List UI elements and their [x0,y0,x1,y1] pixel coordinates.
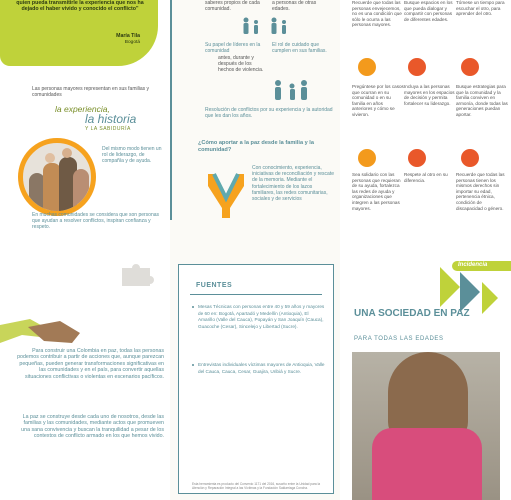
diversity-icon [461,149,479,167]
colombia-peace-text: Para construir una Colombia en paz, todas las personas podemos contribuir a partir de acciones que, aunque parezcan pequeñas, pueden generar transformaciones significativas en las comunidades y en el país, para convertir aquellas situaciones conflictivas o violentas en escenarios pacíficos. [17,348,164,380]
middle-panel [170,0,340,258]
sources-box [178,264,334,494]
people-icon [240,16,300,36]
clock-icon [358,58,376,76]
section-subtitle: PARA TODAS LAS EDADES [354,336,444,342]
section-title: UNA SOCIEDAD EN PAZ [354,308,470,319]
tip-text: Respete al otro en su diferencia. [404,172,448,183]
leader-role-text: Su papel de líderes en la comunidad [205,42,261,55]
tip-text: Pregúntese por los casos que ocurran en su comunidad o en su familia en años anteriores y cómo se vivieron. [352,84,404,117]
history-heading-b: la historia [85,112,137,126]
tip-text: Sea solidario con las personas que requieran de su ayuda, fortalezca las redes de ayuda y organizaciones que integren a las personas mayores. [352,172,401,211]
tip-text: Tómese un tiempo para escuchar el otro, para aprender del otro. [456,0,505,17]
tip-text: Incluya a las personas mayores en los espacios de decisión y permita fortalecer su liderazgo. [404,84,455,106]
quote-text: quien pueda transmitirle la experiencia que nos ha dejado el haber vivido y conocido el conflicto" [16,0,144,13]
intro-text: Las personas mayores representan en sus familias y comunidades [32,86,150,98]
roles-text: En muchas comunidades se considera que son personas que ayudan a resolver conflictos, inspiran confianza y respeto. [32,212,160,230]
middle-top-text-a: saberes propios de cada comunidad. [205,0,260,12]
sources-divider [190,294,322,295]
respect-icon [408,149,426,167]
woman-photo [352,352,500,500]
bullet-icon [192,306,194,308]
leader-role-detail: antes, durante y después de los hechos de violencia. [218,55,264,74]
quote-author: María Tila [116,33,140,39]
quote-place: Bogotá [124,40,140,45]
heart-icon [461,58,479,76]
how-to-contribute-text: Con conocimiento, experiencia, iniciativas de reconciliación y rescate de la memoria. Mediante el fortalecimiento de los lazos familiares, las redes comunitarias, sociales y de servicios [252,165,334,203]
tip-text: Busque estrategias para que la comunidad y la familia conviven en armonía, donde todas las generaciones puedan aportar. [456,84,508,117]
role-text: Del mismo modo tienen un rol de liderazgo, de compañía y de ayuda. [102,146,162,165]
sources-item: Mesas Técnicas con personas entre 40 y 59 años y mayores de 60 en: Bogotá, Apartadó y Medellín (Antioquia), El Amarillo (Valle del Cauca), Popayán y San Joaquín (Cauca), Guacoche (Cesar), Sincelejo y Libertad (Sucre). [198,304,325,329]
credit-text: Esta herramienta es producto del Convenio 1171 del 2016, suscrito entre la Unidad para la Atención y Reparación Integral a las Víctimas y la Fundación Saldarriaga Concha. [192,482,321,490]
history-heading-c: Y LA SABIDURÍA [85,126,131,132]
puzzle-piece-icon [120,262,164,286]
tip-text: Recuerde que todas las personas tienen los mismos derechos sin importar su edad, pertenencia étnica, condición de discapacidad o género. [456,172,505,211]
sources-item: Entrevistas individuales víctimas mayores de Antioquia, Valle del Cauca, Cauca, Cesar, Guajira, Uribiá y Sucre. [198,362,325,374]
hands-heart-icon [204,168,248,218]
tip-text: Busque espacios en los que pueda dialogar y compartir con personas de diferentes edades. [404,0,453,22]
resolution-text: Resolución de conflictos por su experiencia y la autoridad que les dan los años. [205,107,333,120]
divider-line [170,0,172,220]
care-role-text: El rol de cuidado que cumplen en sus familias. [272,42,327,55]
category-badge-label: Incidencia [458,261,488,268]
bullet-icon [192,364,194,366]
family-photo [18,138,96,216]
middle-top-text-b: a personas de otras edades. [272,0,317,12]
group-icon [408,58,426,76]
caregiver-icon [270,78,314,102]
how-to-contribute-title: ¿Cómo aportar a la paz desde la familia y la comunidad? [198,140,314,153]
history-heading-a: la experiencia, [55,104,110,114]
sources-title: FUENTES [196,282,233,289]
handshake-icon [358,149,376,167]
tips-panel [340,0,511,258]
tip-text: Recuerde que todas las personas envejecemos, no es una condición que sólo le ocurra a las personas mayores. [352,0,402,28]
peace-text: La paz se construye desde cada uno de nosotros, desde las familias y las comunidades, mediante actos que promueven una sana convivencia y buscan la tranquilidad a pesar de los contextos de conflicto armado en los que hemos vivido. [21,414,164,440]
